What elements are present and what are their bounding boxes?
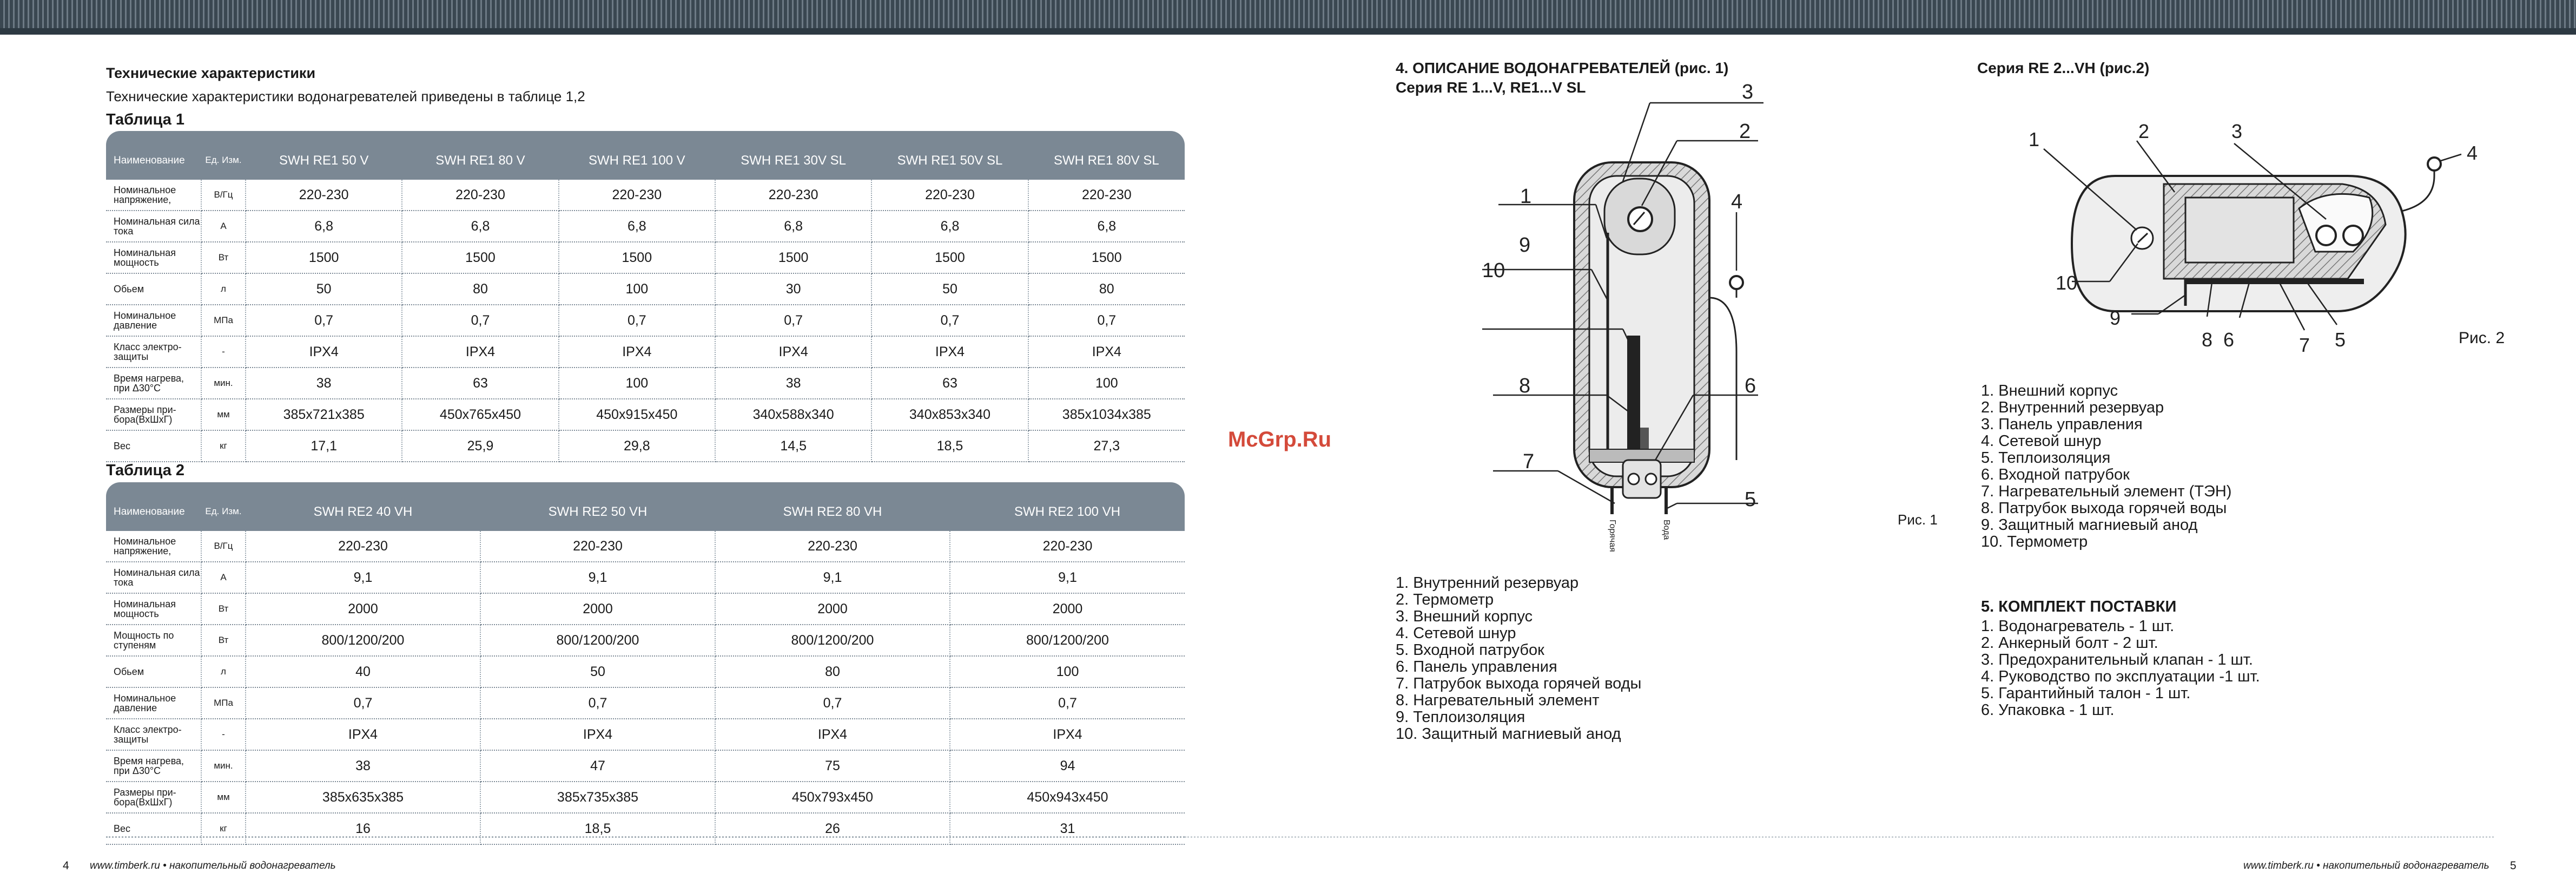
legend-item: 8. Нагревательный элемент: [1396, 692, 1600, 709]
row-unit: Вт: [201, 593, 246, 625]
table-row: [106, 305, 1185, 336]
table-cell: 1500: [871, 242, 1028, 273]
kit-list: [1981, 618, 2260, 719]
row-unit: кг: [201, 430, 246, 462]
table-cell: IPX4: [1028, 336, 1185, 368]
kit-item: 1. Водонагреватель - 1 шт.: [1981, 618, 2175, 635]
fig1-callout: 7: [1523, 450, 1535, 473]
table-cell: 340x588x340: [715, 399, 871, 430]
table-cell: 220-230: [715, 180, 871, 211]
table-cell: 80: [1028, 273, 1185, 305]
table-cell: 220-230: [559, 180, 715, 211]
row-unit: В/Гц: [201, 531, 246, 562]
table-cell: 18,5: [480, 813, 715, 844]
table-cell: 450x793x450: [715, 782, 950, 813]
table-cell: 450x915x450: [559, 399, 715, 430]
table2-name-header: Наименование: [106, 482, 201, 531]
table-cell: 0,7: [402, 305, 558, 336]
table-cell: 800/1200/200: [246, 625, 480, 656]
table-cell: 0,7: [871, 305, 1028, 336]
table-cell: IPX4: [715, 719, 950, 750]
table-cell: 2000: [480, 593, 715, 625]
row-unit: Вт: [201, 242, 246, 273]
fig2-callout: 2: [2138, 120, 2150, 142]
table-row: [106, 562, 1185, 593]
table-cell: 6,8: [246, 211, 402, 242]
fig2-callout: 8: [2202, 329, 2213, 351]
kit-item: 4. Руководство по эксплуатации -1 шт.: [1981, 668, 2260, 685]
table-cell: 38: [715, 368, 871, 399]
fig2-callout: 10: [2056, 272, 2078, 294]
table-cell: 0,7: [715, 305, 871, 336]
fig2-callout: 5: [2335, 329, 2346, 351]
table-cell: 47: [480, 750, 715, 782]
table-cell: 220-230: [871, 180, 1028, 211]
table1-unit-header: Ед. Изм.: [201, 131, 246, 180]
right-page-number: 5: [2510, 860, 2516, 872]
row-name: Время нагрева, при Δ30°С: [106, 750, 201, 782]
legend-item: 7. Нагревательный элемент (ТЭН): [1981, 483, 2232, 500]
fig2-callout: 7: [2299, 334, 2310, 355]
table-cell: 29,8: [559, 430, 715, 462]
table-cell: 385x735x385: [480, 782, 715, 813]
table-cell: 0,7: [715, 687, 950, 719]
table-cell: 18,5: [871, 430, 1028, 462]
table-cell: 220-230: [480, 531, 715, 562]
row-unit: мм: [201, 782, 246, 813]
legend-item: 5. Входной патрубок: [1396, 641, 1544, 659]
table-cell: 2000: [950, 593, 1185, 625]
table-row: [106, 368, 1185, 399]
table-cell: 27,3: [1028, 430, 1185, 462]
table-row: [106, 593, 1185, 625]
row-name: Номинальное напряжение,: [106, 531, 201, 562]
row-unit: -: [201, 336, 246, 368]
table-row: [106, 687, 1185, 719]
table-row: [106, 750, 1185, 782]
table-cell: IPX4: [246, 719, 480, 750]
table-cell: 1500: [402, 242, 558, 273]
spec-table-1: [106, 131, 1185, 462]
table-row: [106, 399, 1185, 430]
table-cell: 800/1200/200: [715, 625, 950, 656]
table-cell: IPX4: [715, 336, 871, 368]
row-name: Размеры при-бора(ВхШхГ): [106, 782, 201, 813]
row-name: Обьем: [106, 273, 201, 305]
row-name: Мощность по ступеням: [106, 625, 201, 656]
table-cell: 385x1034x385: [1028, 399, 1185, 430]
table-cell: 6,8: [715, 211, 871, 242]
legend-item: 2. Внутренний резервуар: [1981, 399, 2164, 416]
table-row: [106, 336, 1185, 368]
table2-label: Таблица 2: [106, 462, 185, 479]
table-cell: 38: [246, 750, 480, 782]
table-cell: 9,1: [950, 562, 1185, 593]
fig2-legend: [1981, 383, 2231, 550]
table2-header-row: [106, 482, 1185, 531]
table-cell: IPX4: [950, 719, 1185, 750]
row-unit: А: [201, 211, 246, 242]
kit-title: 5. КОМПЛЕКТ ПОСТАВКИ: [1981, 598, 2177, 615]
fig2-callout: 9: [2110, 307, 2121, 329]
legend-item: 3. Внешний корпус: [1396, 608, 1533, 625]
table-cell: 0,7: [950, 687, 1185, 719]
legend-item: 5. Теплоизоляция: [1981, 449, 2111, 467]
fig1-callout: 1: [1520, 185, 1532, 208]
table1-col-header: SWH RE1 80V SL: [1028, 131, 1185, 180]
legend-item: 8. Патрубок выхода горячей воды: [1981, 500, 2227, 517]
fig2-caption: Рис. 2: [2459, 329, 2505, 347]
table-cell: 75: [715, 750, 950, 782]
table-row: [106, 273, 1185, 305]
table-cell: 50: [871, 273, 1028, 305]
legend-item: 4. Сетевой шнур: [1396, 625, 1516, 642]
row-name: Класс электро-защиты: [106, 336, 201, 368]
row-name: Номинальная сила тока: [106, 562, 201, 593]
table-cell: 63: [402, 368, 558, 399]
row-name: Вес: [106, 813, 201, 844]
table1-col-header: SWH RE1 50 V: [246, 131, 402, 180]
table-cell: 0,7: [1028, 305, 1185, 336]
table-cell: 220-230: [950, 531, 1185, 562]
row-name: Номинальная сила тока: [106, 211, 201, 242]
table-cell: 17,1: [246, 430, 402, 462]
row-unit: мин.: [201, 368, 246, 399]
legend-item: 10. Защитный магниевый анод: [1396, 725, 1621, 743]
legend-item: 10. Термометр: [1981, 533, 2088, 550]
table-cell: 385x721x385: [246, 399, 402, 430]
spec-intro: Технические характеристики водонагревателей приведены в таблице 1,2: [106, 88, 585, 104]
row-name: Обьем: [106, 656, 201, 687]
table-cell: 450x943x450: [950, 782, 1185, 813]
legend-item: 1. Внешний корпус: [1981, 382, 2118, 399]
table-row: [106, 625, 1185, 656]
fig1-callout: 3: [1742, 81, 1754, 103]
row-unit: л: [201, 656, 246, 687]
fig2-callout: 6: [2223, 329, 2235, 351]
table-cell: 100: [559, 273, 715, 305]
row-unit: мм: [201, 399, 246, 430]
fig1-pipe-label: Горячая: [1608, 520, 1617, 552]
fig1-callout: 5: [1745, 488, 1756, 511]
row-unit: мин.: [201, 750, 246, 782]
table1-col-header: SWH RE1 100 V: [559, 131, 715, 180]
left-page-number: 4: [63, 860, 69, 872]
table-row: [106, 719, 1185, 750]
table2-unit-header: Ед. Изм.: [201, 482, 246, 531]
table-cell: 9,1: [480, 562, 715, 593]
table-cell: IPX4: [871, 336, 1028, 368]
table-cell: 2000: [715, 593, 950, 625]
table1-col-header: SWH RE1 80 V: [402, 131, 558, 180]
spec-heading: Технические характеристики: [106, 65, 316, 81]
legend-item: 9. Теплоизоляция: [1396, 709, 1525, 726]
table-cell: 50: [246, 273, 402, 305]
table-cell: IPX4: [480, 719, 715, 750]
table-cell: 9,1: [246, 562, 480, 593]
table-cell: 100: [559, 368, 715, 399]
watermark: McGrp.Ru: [1228, 428, 1332, 451]
table-cell: 6,8: [402, 211, 558, 242]
fig2-title: Серия RE 2...VH (рис.2): [1977, 60, 2150, 76]
row-name: Номинальное давление: [106, 687, 201, 719]
table-cell: 450x765x450: [402, 399, 558, 430]
row-unit: МПа: [201, 687, 246, 719]
legend-item: 2. Термометр: [1396, 591, 1494, 608]
table-row: [106, 242, 1185, 273]
table-cell: 2000: [246, 593, 480, 625]
table-cell: 6,8: [559, 211, 715, 242]
legend-item: 9. Защитный магниевый анод: [1981, 516, 2198, 534]
table1-header-row: [106, 131, 1185, 180]
table-cell: 1500: [715, 242, 871, 273]
table-cell: 80: [402, 273, 558, 305]
right-bottom-divider: [1185, 836, 2494, 838]
table2-col-header: SWH RE2 100 VH: [950, 482, 1185, 531]
table-row: [106, 531, 1185, 562]
table1-name-header: Наименование: [106, 131, 201, 180]
table-cell: 0,7: [246, 305, 402, 336]
table-cell: 1500: [1028, 242, 1185, 273]
row-unit: В/Гц: [201, 180, 246, 211]
table-cell: 100: [950, 656, 1185, 687]
legend-item: 4. Сетевой шнур: [1981, 432, 2102, 450]
fig1-callout: 9: [1519, 234, 1531, 257]
legend-item: 1. Внутренний резервуар: [1396, 574, 1579, 592]
fig1-legend: [1396, 575, 1641, 743]
table-cell: 6,8: [871, 211, 1028, 242]
table-cell: 0,7: [480, 687, 715, 719]
table-cell: IPX4: [402, 336, 558, 368]
table-cell: 14,5: [715, 430, 871, 462]
fig2-callout: 1: [2029, 128, 2040, 150]
table-cell: 800/1200/200: [480, 625, 715, 656]
table-cell: 0,7: [246, 687, 480, 719]
row-unit: Вт: [201, 625, 246, 656]
row-name: Номинальное давление: [106, 305, 201, 336]
top-decorative-bar: [0, 0, 2576, 35]
row-unit: л: [201, 273, 246, 305]
row-unit: А: [201, 562, 246, 593]
table-cell: 100: [1028, 368, 1185, 399]
fig2-callout: 4: [2467, 142, 2478, 164]
fig1-callout: 6: [1745, 375, 1756, 397]
table-row: [106, 430, 1185, 462]
row-name: Номинальная мощность: [106, 242, 201, 273]
table-cell: 31: [950, 813, 1185, 844]
table-cell: 800/1200/200: [950, 625, 1185, 656]
table-row: [106, 656, 1185, 687]
fig1-caption: Рис. 1: [1898, 511, 1938, 528]
row-unit: МПа: [201, 305, 246, 336]
fig1-callout: 10: [1482, 259, 1505, 282]
table-cell: 63: [871, 368, 1028, 399]
table-row: [106, 782, 1185, 813]
table-cell: 340x853x340: [871, 399, 1028, 430]
table2-col-header: SWH RE2 80 VH: [715, 482, 950, 531]
right-footer-site: www.timberk.ru • накопительный водонагреватель: [2243, 860, 2489, 871]
table-cell: 220-230: [715, 531, 950, 562]
table2-col-header: SWH RE2 40 VH: [246, 482, 480, 531]
legend-item: 6. Панель управления: [1396, 658, 1557, 675]
legend-item: 3. Панель управления: [1981, 416, 2143, 433]
table-cell: 9,1: [715, 562, 950, 593]
row-name: Номинальное напряжение,: [106, 180, 201, 211]
table-cell: 94: [950, 750, 1185, 782]
table-cell: 30: [715, 273, 871, 305]
table-cell: 80: [715, 656, 950, 687]
table1-label: Таблица 1: [106, 111, 185, 128]
table1-col-header: SWH RE1 50V SL: [871, 131, 1028, 180]
table-cell: 0,7: [559, 305, 715, 336]
table-cell: 1500: [559, 242, 715, 273]
table-cell: 16: [246, 813, 480, 844]
table-cell: 220-230: [246, 180, 402, 211]
table-cell: 40: [246, 656, 480, 687]
fig2-callout: 3: [2231, 120, 2243, 142]
table-cell: 220-230: [246, 531, 480, 562]
table-row: [106, 180, 1185, 211]
table-cell: 385x635x385: [246, 782, 480, 813]
table-cell: 220-230: [1028, 180, 1185, 211]
table-cell: 6,8: [1028, 211, 1185, 242]
row-name: Вес: [106, 430, 201, 462]
fig1-pipe-label: Вода: [1662, 520, 1671, 540]
kit-item: 6. Упаковка - 1 шт.: [1981, 701, 2115, 719]
fig1-subtitle: Серия RE 1...V, RE1...V SL: [1396, 79, 1586, 96]
table1-col-header: SWH RE1 30V SL: [715, 131, 871, 180]
fig1-callout: 8: [1519, 375, 1531, 397]
kit-item: 2. Анкерный болт - 2 шт.: [1981, 634, 2158, 652]
fig1-callout: 4: [1731, 191, 1743, 213]
fig1-title: 4. ОПИСАНИЕ ВОДОНАГРЕВАТЕЛЕЙ (рис. 1): [1396, 60, 1729, 76]
spec-table-2: [106, 482, 1185, 845]
table-cell: 26: [715, 813, 950, 844]
table-cell: 25,9: [402, 430, 558, 462]
row-unit: кг: [201, 813, 246, 844]
legend-item: 7. Патрубок выхода горячей воды: [1396, 675, 1642, 692]
fig1-callout: 2: [1739, 120, 1751, 143]
row-unit: -: [201, 719, 246, 750]
fig1-diagram: [1450, 70, 1785, 557]
left-bottom-divider: [106, 836, 1185, 838]
row-name: Класс электро-защиты: [106, 719, 201, 750]
table-row: [106, 813, 1185, 844]
row-name: Размеры при-бора(ВхШхГ): [106, 399, 201, 430]
left-footer-site: www.timberk.ru • накопительный водонагреватель: [90, 860, 336, 871]
table-cell: IPX4: [246, 336, 402, 368]
kit-item: 3. Предохранительный клапан - 1 шт.: [1981, 651, 2253, 668]
table-cell: 38: [246, 368, 402, 399]
table-cell: 1500: [246, 242, 402, 273]
row-name: Время нагрева, при Δ30°С: [106, 368, 201, 399]
table-cell: IPX4: [559, 336, 715, 368]
legend-item: 6. Входной патрубок: [1981, 466, 2130, 483]
table2-col-header: SWH RE2 50 VH: [480, 482, 715, 531]
fig2-diagram: [2023, 116, 2488, 355]
table-row: [106, 211, 1185, 242]
kit-item: 5. Гарантийный талон - 1 шт.: [1981, 685, 2191, 702]
table-cell: 50: [480, 656, 715, 687]
row-name: Номинальная мощность: [106, 593, 201, 625]
table-cell: 220-230: [402, 180, 558, 211]
